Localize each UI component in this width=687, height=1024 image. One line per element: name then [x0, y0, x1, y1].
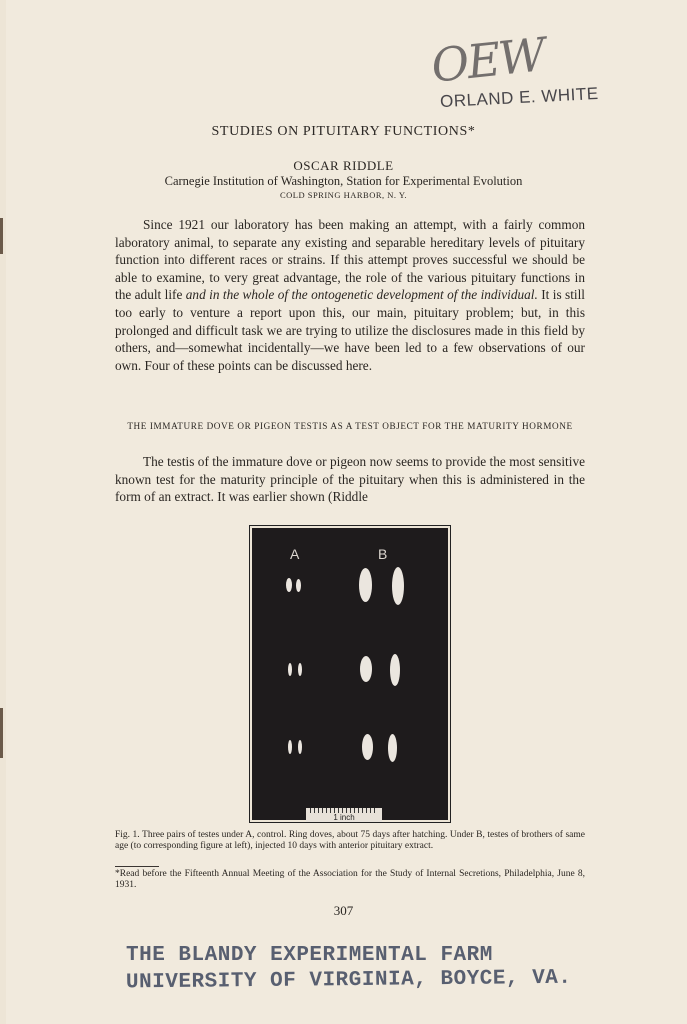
- intro-text: Since 1921 our laboratory has been making an attempt, with a fairly common laboratory animal, to separate any existing and separable hereditary levels of pituitary function into different races or strains. If this attempt proves successful we should be able to examine, to very great advantage, the role of the various pituitary functions in the adult life: [115, 217, 585, 303]
- author-location: COLD SPRING HARBOR, N. Y.: [279, 190, 408, 200]
- figure-photo-area: [252, 528, 448, 820]
- figure-label-a: A: [290, 546, 300, 562]
- figure-caption: Fig. 1. Three pairs of testes under A, control. Ring doves, about 75 days after hatching. Under B, testes of brothers of same age (to corresponding figure at left), injected 10 days with anterior pituitary extract.: [115, 830, 585, 851]
- control-testis: [298, 663, 302, 676]
- paper-title: STUDIES ON PITUITARY FUNCTIONS*: [211, 124, 476, 139]
- injected-testis: [360, 656, 372, 682]
- injected-testis: [359, 568, 372, 602]
- intro-paragraph: [115, 216, 585, 374]
- injected-testis: [388, 734, 397, 762]
- figure-photo: [249, 525, 451, 823]
- owner-stamp: ORLAND E. WHITE: [439, 83, 599, 112]
- footnote-divider: [115, 866, 159, 867]
- page-number: 307: [333, 903, 354, 918]
- injected-testis: [362, 734, 373, 760]
- binding-mark: [0, 708, 3, 758]
- testis-paragraph: [115, 453, 585, 506]
- control-testis: [288, 663, 292, 676]
- handwritten-signature: OEW: [428, 27, 547, 93]
- figure-label-b: B: [378, 546, 388, 562]
- control-testis: [286, 578, 292, 592]
- control-testis: [296, 579, 301, 592]
- testis-paragraph-text: The testis of the immature dove or pigeon now seems to provide the most sensitive known test for the maturity principle of the pituitary when this is administered in the form of an extract. It was earlier shown (Riddle: [115, 454, 585, 505]
- scale-bar: [306, 808, 382, 822]
- control-testis: [298, 740, 302, 754]
- section-heading: THE IMMATURE DOVE OR PIGEON TESTIS AS A TEST OBJECT FOR THE MATURITY HORMONE: [127, 421, 573, 431]
- injected-testis: [392, 567, 404, 605]
- injected-testis: [390, 654, 400, 686]
- footnote: *Read before the Fifteenth Annual Meeting of the Association for the Study of Internal Secretions, Philadelphia, June 8, 1931.: [115, 869, 585, 890]
- binding-mark: [0, 218, 3, 254]
- intro-italic-text: and in the whole of the ontogenetic development of the individual.: [185, 287, 538, 303]
- author-affiliation: Carnegie Institution of Washington, Station for Experimental Evolution: [164, 174, 523, 188]
- control-testis: [288, 740, 292, 754]
- author-name: OSCAR RIDDLE: [293, 158, 394, 173]
- library-stamp: [126, 943, 586, 993]
- library-stamp-line2: UNIVERSITY OF VIRGINIA, BOYCE, VA.: [125, 966, 572, 995]
- intro-text-continued: It is still too early to venture a report upon this, our main, pituitary problem; but, in this prolonged and difficult task we are trying to utilize the disclosures made in this field by others, and—somewhat incidentally—we have been led to a few observations of our own. Four of these points can be discussed here.: [115, 287, 585, 373]
- scale-label: 1 inch: [333, 813, 355, 822]
- library-stamp-line1: THE BLANDY EXPERIMENTAL FARM: [126, 944, 493, 967]
